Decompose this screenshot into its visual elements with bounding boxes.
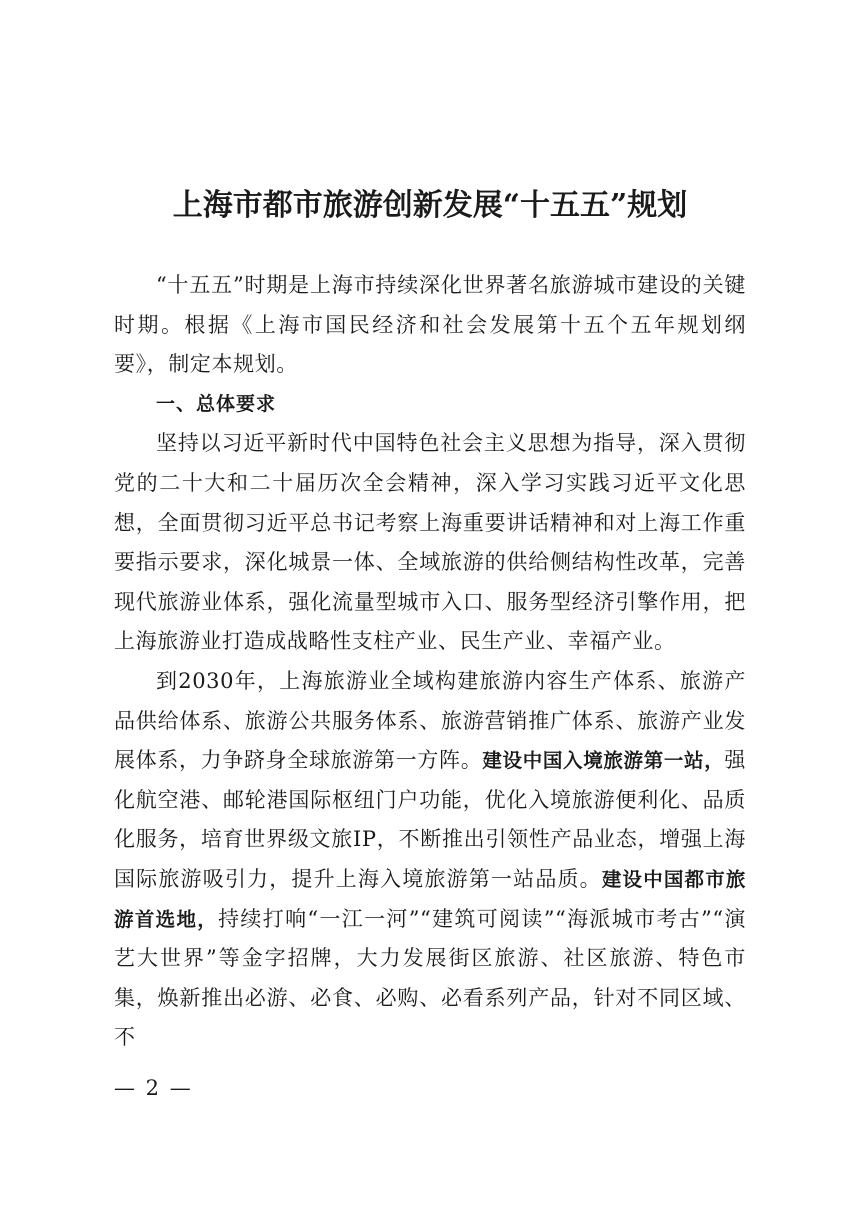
goals-paragraph [114,662,746,1058]
document-body [114,266,746,1058]
intro-paragraph: “十五五”时期是上海市持续深化世界著名旅游城市建设的关键时期。根据《上海市国民经济和社会发展第十五个五年规划纲要》，制定本规划。 [114,273,746,377]
guiding-principles-paragraph: 坚持以习近平新时代中国特色社会主义思想为指导，深入贯彻党的二十大和二十届历次全会精神，深入学习实践习近平文化思想，全面贯彻习近平总书记考察上海重要讲话精神和对上海工作重要指示要求，深化城景一体、全域旅游的供给侧结构性改革，完善现代旅游业体系，强化流量型城市入口、服务型经济引擎作用，把上海旅游业打造成战略性支柱产业、民生产业、幸福产业。 [114,431,746,654]
goal-highlight-inbound: 建设中国入境旅游第一站， [482,749,725,773]
section-heading: 一、总体要求 [156,392,277,415]
goals-text-3: 持续打响“一江一河”“建筑可阅读”“海派城市考古”“演艺大世界”等金字招牌，大力发展街区旅游、社区旅游、特色市集，焕新推出必游、必食、必购、必看系列产品，针对不同区域、不 [114,906,746,1050]
document-title: 上海市都市旅游创新发展“十五五”规划 [172,188,688,223]
goal-highlight-urban: 建设中国都市旅游首选地， [114,867,746,931]
goals-text-1: 到2030年，上海旅游业全域构建旅游内容生产体系、旅游产品供给体系、旅游公共服务体系、旅游营销推广体系、旅游产业发展体系，力争跻身全球旅游第一方阵。 [114,668,746,773]
goals-text-2: 强化航空港、邮轮港国际枢纽门户功能，优化入境旅游便利化、品质化服务，培育世界级文旅IP，不断推出引领性产品业态，增强上海国际旅游吸引力，提升上海入境旅游第一站品质。 [114,748,747,891]
page-number: — 2 — [114,1076,193,1100]
